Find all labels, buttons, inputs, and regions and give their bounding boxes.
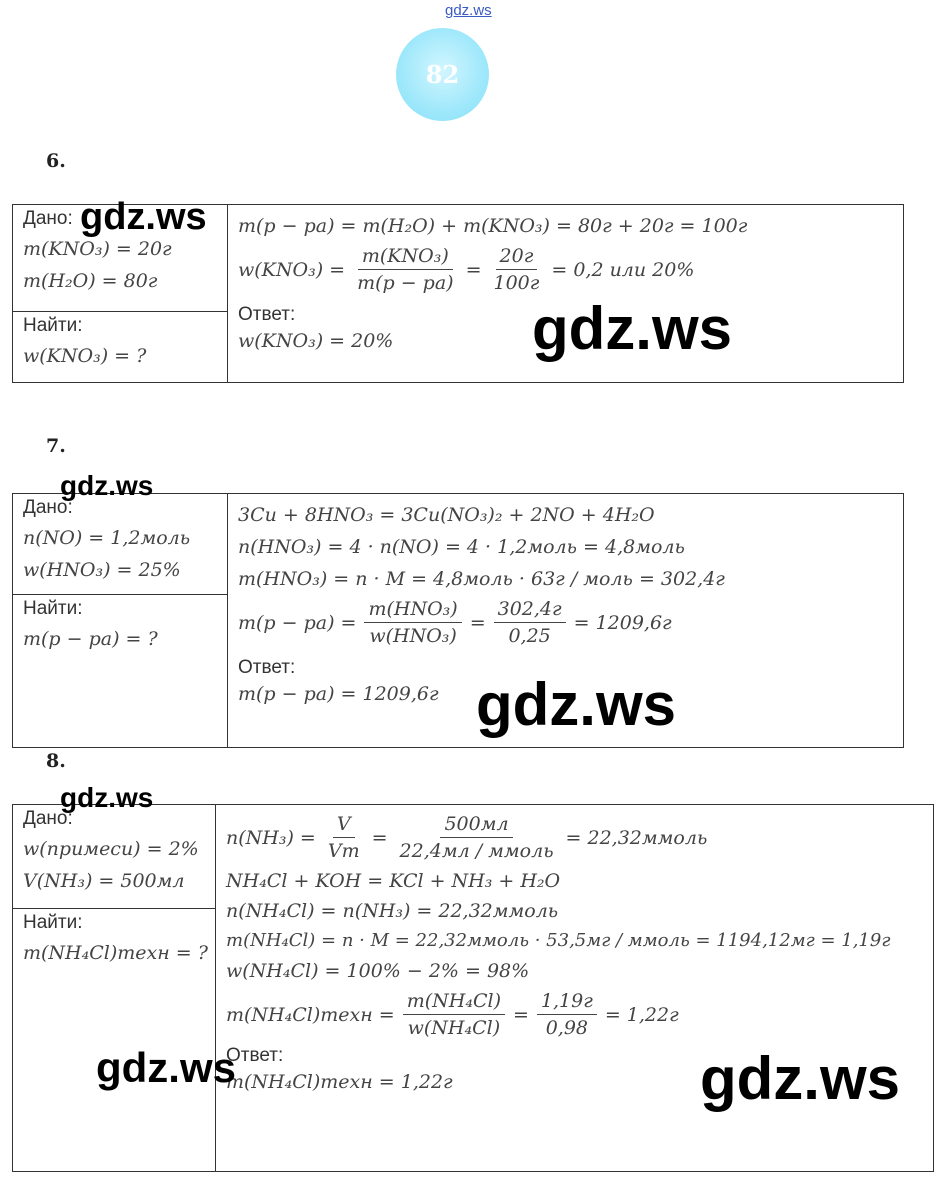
numerator: 1,19г [537, 990, 597, 1015]
given-label: Дано: [23, 208, 73, 229]
page-number-badge [396, 28, 489, 121]
solution-line: n(NH₄Cl) = n(NH₃) = 22,32ммоль [226, 900, 559, 922]
find-label: Найти: [23, 598, 83, 619]
answer-label: Ответ: [226, 1045, 284, 1066]
denominator: 0,25 [508, 625, 551, 647]
fraction [537, 990, 597, 1039]
numerator: m(HNO₃) [364, 598, 461, 623]
numerator: m(KNO₃) [358, 245, 453, 270]
denominator: 22,4мл / ммоль [399, 840, 554, 862]
answer-label: Ответ: [238, 657, 296, 678]
answer-line: m(NH₄Cl)техн = 1,22г [226, 1071, 453, 1093]
solution-line: NH₄Cl + KOH = KCl + NH₃ + H₂O [226, 870, 561, 892]
numerator: 500мл [440, 813, 512, 838]
find-line: w(KNO₃) = ? [23, 345, 147, 367]
fraction [353, 245, 458, 294]
watermark: gdz.ws [96, 1044, 237, 1091]
watermark: gdz.ws [700, 1045, 901, 1112]
numerator: V [333, 813, 355, 838]
given-line: m(H₂O) = 80г [23, 270, 158, 292]
task-8-find [13, 909, 215, 1171]
watermark: gdz.ws [60, 782, 154, 813]
task-8-solution [216, 805, 933, 1171]
solution-fraction-row [226, 990, 923, 1039]
fraction-result: = 1209,6г [573, 611, 672, 634]
solution-fraction-row [238, 598, 893, 647]
watermark-top-link[interactable]: gdz.ws [445, 2, 492, 19]
fraction [324, 813, 364, 862]
numerator: 20г [496, 245, 538, 270]
fraction-lhs: n(NH₃) = [226, 826, 316, 849]
find-label: Найти: [23, 912, 83, 933]
find-line: m(p − pa) = ? [23, 628, 158, 650]
denominator: w(HNO₃) [369, 625, 457, 647]
fraction-lhs: w(KNO₃) = [238, 258, 346, 281]
fraction-result: = 22,32ммоль [565, 826, 708, 849]
task-7-given [13, 494, 227, 595]
equals-sign: = [513, 1003, 529, 1026]
fraction-result: = 0,2 или 20% [551, 258, 695, 281]
denominator: Vm [327, 840, 360, 862]
watermark: gdz.ws [80, 196, 207, 238]
denominator: 0,98 [545, 1017, 589, 1039]
fraction [489, 245, 543, 294]
equals-sign: = [469, 611, 486, 634]
denominator: w(NH₄Cl) [407, 1017, 501, 1039]
denominator: 100г [493, 272, 540, 294]
solution-line: m(p − pa) = m(H₂O) + m(KNO₃) = 80г + 20г = 100г [238, 215, 748, 237]
task-7-find [13, 595, 227, 747]
given-line: n(NO) = 1,2моль [23, 527, 191, 549]
fraction-result: = 1,22г [604, 1003, 679, 1026]
solution-line: w(NH₄Cl) = 100% − 2% = 98% [226, 960, 530, 982]
numerator: m(NH₄Cl) [403, 990, 505, 1015]
given-line: m(KNO₃) = 20г [23, 238, 172, 260]
page-number: 82 [425, 60, 460, 89]
solution-line: m(NH₄Cl) = n · M = 22,32ммоль · 53,5мг / ммоль = 1194,12мг = 1,19г [226, 930, 891, 951]
task-8-box [12, 804, 934, 1172]
watermark: gdz.ws [476, 671, 677, 738]
task-7-left-column [13, 494, 228, 747]
find-line: m(NH₄Cl)техн = ? [23, 942, 208, 964]
solution-fraction-row [226, 813, 923, 862]
fraction [364, 598, 461, 647]
solution-fraction-row [238, 245, 893, 294]
given-label: Дано: [23, 497, 73, 518]
solution-line: n(HNO₃) = 4 · n(NO) = 4 · 1,2моль = 4,8моль [238, 536, 685, 558]
answer-line: w(KNO₃) = 20% [238, 330, 394, 352]
solution-line: m(HNO₃) = n · M = 4,8моль · 63г / моль = 302,4г [238, 568, 725, 590]
task-6-number: 6. [46, 150, 66, 172]
task-8-number: 8. [46, 750, 66, 772]
given-line: V(NH₃) = 500мл [23, 870, 185, 892]
given-label: Дано: [23, 808, 73, 829]
find-label: Найти: [23, 315, 83, 336]
task-7-number: 7. [46, 435, 66, 457]
equals-sign: = [371, 826, 388, 849]
watermark: gdz.ws [60, 470, 154, 501]
given-line: w(примеси) = 2% [23, 838, 199, 860]
fraction [396, 813, 558, 862]
fraction-lhs: m(NH₄Cl)техн = [226, 1003, 395, 1026]
task-8-given [13, 805, 215, 909]
equals-sign: = [465, 258, 482, 281]
answer-label: Ответ: [238, 304, 296, 325]
watermark: gdz.ws [532, 295, 733, 362]
denominator: m(p − pa) [357, 272, 454, 294]
fraction-lhs: m(p − pa) = [238, 611, 357, 634]
task-7-box [12, 493, 904, 748]
given-line: w(HNO₃) = 25% [23, 559, 181, 581]
fraction [403, 990, 505, 1039]
solution-line: 3Cu + 8HNO₃ = 3Cu(NO₃)₂ + 2NO + 4H₂O [238, 504, 655, 526]
numerator: 302,4г [494, 598, 566, 623]
task-8-left-column [13, 805, 216, 1171]
task-6-find [13, 312, 227, 382]
fraction [494, 598, 566, 647]
answer-line: m(p − pa) = 1209,6г [238, 683, 439, 705]
